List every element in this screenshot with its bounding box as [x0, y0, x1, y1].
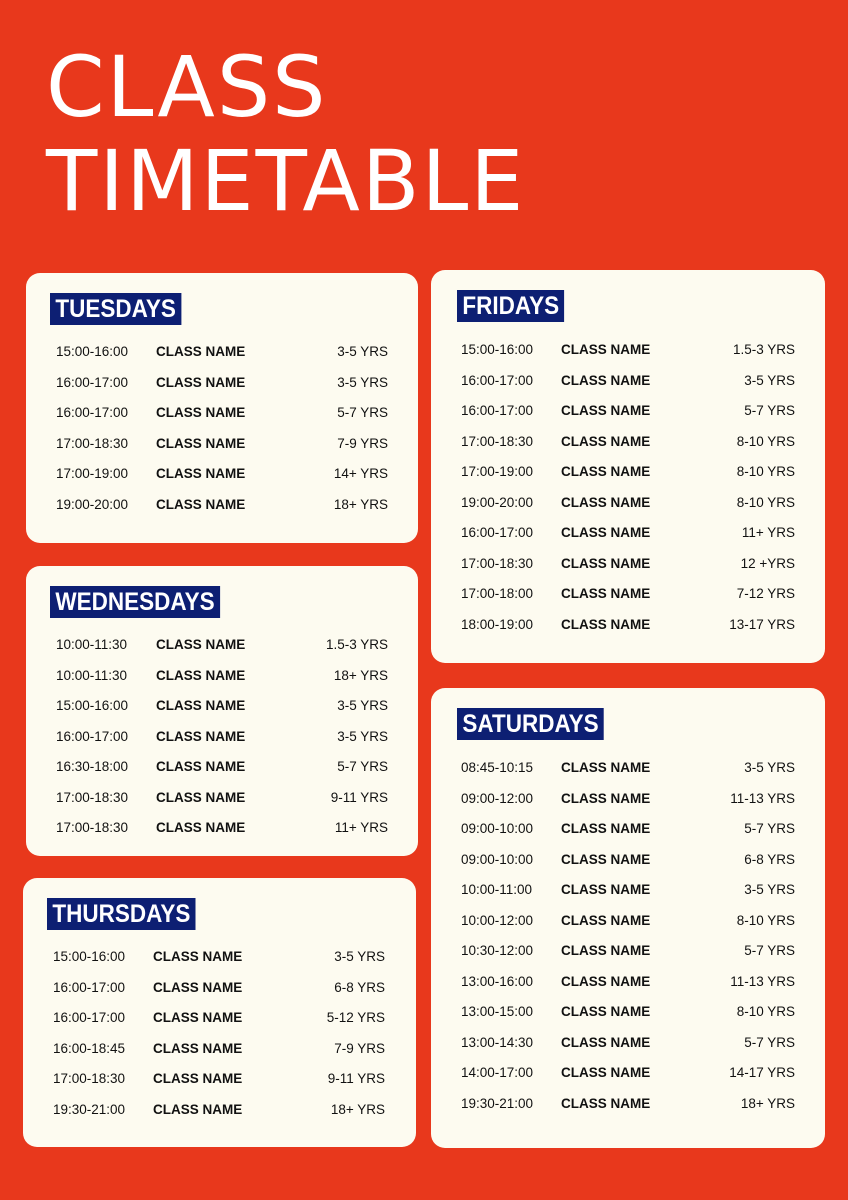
- class-time: 19:00-20:00: [56, 496, 129, 512]
- schedule-row: [461, 913, 795, 944]
- schedule-row: [53, 1010, 385, 1041]
- class-name: CLASS NAME: [156, 344, 246, 359]
- class-name: CLASS NAME: [153, 1040, 243, 1056]
- class-time: 16:00-17:00: [461, 372, 534, 388]
- class-name: CLASS NAME: [561, 851, 651, 867]
- class-name: CLASS NAME: [561, 525, 651, 540]
- class-name: CLASS NAME: [561, 494, 651, 510]
- schedule-row: [461, 974, 795, 1005]
- age-range: 5-7 YRS: [744, 1034, 795, 1050]
- class-time: 17:00-18:30: [53, 1071, 126, 1086]
- class-name: CLASS NAME: [156, 698, 246, 713]
- schedule-row: [56, 637, 388, 668]
- age-range: 1.5-3 YRS: [325, 637, 388, 652]
- class-name: CLASS NAME: [561, 943, 651, 958]
- class-name: CLASS NAME: [156, 789, 246, 805]
- class-name: CLASS NAME: [561, 1034, 651, 1050]
- class-time: 13:00-14:30: [461, 1034, 534, 1050]
- class-time: 17:00-18:30: [461, 433, 534, 449]
- schedule-row: [53, 1102, 385, 1133]
- age-range: 9-11 YRS: [330, 789, 388, 805]
- class-time: 16:00-17:00: [56, 405, 129, 420]
- class-time: 13:00-15:00: [461, 1004, 534, 1019]
- schedule-row: [461, 852, 795, 883]
- age-range: 5-7 YRS: [744, 821, 795, 836]
- schedule-row: [461, 403, 795, 434]
- schedule-row: [56, 497, 388, 528]
- class-time: 10:00-11:30: [56, 667, 128, 683]
- age-range: 11+ YRS: [334, 820, 388, 835]
- age-range: 9-11 YRS: [327, 1071, 385, 1086]
- schedule-row: [56, 466, 388, 497]
- class-time: 17:00-18:30: [461, 555, 534, 571]
- schedule-row: [53, 949, 385, 980]
- class-name: CLASS NAME: [561, 1095, 651, 1111]
- class-name: CLASS NAME: [561, 912, 651, 928]
- age-range: 8-10 YRS: [736, 912, 795, 928]
- age-range: 8-10 YRS: [736, 494, 795, 510]
- age-range: 11+ YRS: [741, 525, 795, 540]
- class-time: 10:00-11:00: [461, 882, 533, 897]
- card-wednesdays: [26, 566, 418, 856]
- schedule-list: [53, 949, 385, 1132]
- age-range: 13-17 YRS: [729, 616, 795, 632]
- class-time: 13:00-16:00: [461, 973, 534, 989]
- class-name: CLASS NAME: [153, 1071, 243, 1086]
- schedule-row: [461, 760, 795, 791]
- schedule-row: [461, 464, 795, 495]
- class-name: CLASS NAME: [561, 616, 651, 632]
- schedule-list: [461, 760, 795, 1126]
- schedule-row: [461, 617, 795, 648]
- age-range: 5-7 YRS: [337, 759, 388, 774]
- class-name: CLASS NAME: [561, 1004, 651, 1019]
- class-time: 09:00-12:00: [461, 790, 534, 806]
- class-name: CLASS NAME: [156, 667, 246, 683]
- class-name: CLASS NAME: [156, 759, 246, 774]
- class-time: 16:00-17:00: [56, 374, 129, 390]
- schedule-row: [461, 525, 795, 556]
- schedule-row: [461, 495, 795, 526]
- schedule-row: [56, 668, 388, 699]
- schedule-list: [56, 344, 388, 527]
- class-name: CLASS NAME: [561, 433, 651, 449]
- class-time: 16:00-17:00: [56, 728, 129, 744]
- schedule-row: [56, 790, 388, 821]
- age-range: 14+ YRS: [333, 466, 388, 481]
- schedule-row: [56, 405, 388, 436]
- schedule-row: [461, 1096, 795, 1127]
- class-name: CLASS NAME: [561, 342, 651, 357]
- age-range: 18+ YRS: [740, 1095, 795, 1111]
- class-time: 09:00-10:00: [461, 821, 534, 836]
- age-range: 3-5 YRS: [337, 374, 388, 390]
- age-range: 1.5-3 YRS: [732, 342, 795, 357]
- class-name: CLASS NAME: [153, 979, 243, 995]
- title-line-2: TIMETABLE: [46, 132, 526, 230]
- schedule-row: [56, 344, 388, 375]
- card-thursdays: [23, 878, 416, 1147]
- class-time: 15:00-16:00: [56, 698, 129, 713]
- age-range: 5-7 YRS: [744, 943, 795, 958]
- class-time: 16:00-18:45: [53, 1040, 126, 1056]
- title-line-1: CLASS: [46, 38, 328, 136]
- schedule-row: [461, 342, 795, 373]
- schedule-row: [461, 1035, 795, 1066]
- age-range: 7-12 YRS: [736, 586, 795, 601]
- class-name: CLASS NAME: [561, 586, 651, 601]
- day-heading-saturdays: SATURDAYS: [457, 708, 604, 740]
- class-name: CLASS NAME: [156, 820, 246, 835]
- schedule-row: [56, 698, 388, 729]
- class-name: CLASS NAME: [561, 464, 651, 479]
- schedule-row: [461, 1004, 795, 1035]
- age-range: 3-5 YRS: [337, 344, 388, 359]
- schedule-row: [53, 1071, 385, 1102]
- class-name: CLASS NAME: [561, 1065, 651, 1080]
- class-name: CLASS NAME: [561, 973, 651, 989]
- class-time: 08:45-10:15: [461, 760, 534, 775]
- age-range: 5-7 YRS: [744, 403, 795, 418]
- age-range: 3-5 YRS: [744, 372, 795, 388]
- schedule-row: [461, 556, 795, 587]
- schedule-row: [56, 729, 388, 760]
- class-name: CLASS NAME: [561, 882, 651, 897]
- class-name: CLASS NAME: [153, 949, 243, 964]
- schedule-list: [461, 342, 795, 647]
- schedule-row: [56, 820, 388, 851]
- schedule-row: [56, 436, 388, 467]
- age-range: 8-10 YRS: [736, 1004, 795, 1019]
- class-name: CLASS NAME: [561, 555, 651, 571]
- day-heading-tuesdays: TUESDAYS: [50, 293, 181, 325]
- class-time: 19:30-21:00: [461, 1095, 534, 1111]
- class-name: CLASS NAME: [156, 728, 246, 744]
- class-time: 19:00-20:00: [461, 494, 534, 510]
- class-time: 15:00-16:00: [461, 342, 534, 357]
- class-time: 16:30-18:00: [56, 759, 129, 774]
- age-range: 8-10 YRS: [736, 464, 795, 479]
- age-range: 11-13 YRS: [730, 790, 795, 806]
- class-time: 16:00-17:00: [461, 403, 534, 418]
- class-name: CLASS NAME: [156, 405, 246, 420]
- class-time: 10:00-11:30: [56, 637, 128, 652]
- class-name: CLASS NAME: [561, 760, 651, 775]
- age-range: 8-10 YRS: [736, 433, 795, 449]
- class-name: CLASS NAME: [156, 466, 246, 481]
- class-time: 16:00-17:00: [461, 525, 534, 540]
- age-range: 5-12 YRS: [326, 1010, 385, 1025]
- class-name: CLASS NAME: [153, 1010, 243, 1025]
- class-name: CLASS NAME: [561, 403, 651, 418]
- page-title: [46, 40, 525, 228]
- age-range: 11-13 YRS: [730, 973, 795, 989]
- class-name: CLASS NAME: [561, 372, 651, 388]
- age-range: 3-5 YRS: [744, 882, 795, 897]
- card-saturdays: [431, 688, 825, 1148]
- class-time: 09:00-10:00: [461, 851, 534, 867]
- schedule-row: [461, 434, 795, 465]
- class-time: 17:00-19:00: [461, 464, 534, 479]
- schedule-row: [461, 821, 795, 852]
- age-range: 18+ YRS: [330, 1101, 385, 1117]
- age-range: 18+ YRS: [333, 667, 388, 683]
- day-heading-thursdays: THURSDAYS: [47, 898, 196, 930]
- age-range: 3-5 YRS: [337, 698, 388, 713]
- class-time: 14:00-17:00: [461, 1065, 534, 1080]
- schedule-row: [53, 1041, 385, 1072]
- card-fridays: [431, 270, 825, 663]
- age-range: 6-8 YRS: [744, 851, 795, 867]
- class-name: CLASS NAME: [156, 637, 246, 652]
- class-time: 18:00-19:00: [461, 616, 534, 632]
- class-name: CLASS NAME: [156, 374, 246, 390]
- schedule-row: [56, 375, 388, 406]
- class-time: 17:00-18:30: [56, 789, 129, 805]
- schedule-row: [461, 586, 795, 617]
- schedule-row: [461, 373, 795, 404]
- age-range: 3-5 YRS: [337, 728, 388, 744]
- schedule-row: [461, 943, 795, 974]
- class-name: CLASS NAME: [156, 496, 246, 512]
- schedule-row: [461, 882, 795, 913]
- age-range: 3-5 YRS: [744, 760, 795, 775]
- class-name: CLASS NAME: [156, 435, 246, 451]
- class-name: CLASS NAME: [561, 821, 651, 836]
- schedule-row: [461, 791, 795, 822]
- age-range: 7-9 YRS: [334, 1040, 385, 1056]
- day-heading-wednesdays: WEDNESDAYS: [50, 586, 220, 618]
- class-name: CLASS NAME: [561, 790, 651, 806]
- class-time: 10:00-12:00: [461, 912, 534, 928]
- age-range: 12 +YRS: [740, 555, 795, 571]
- class-time: 16:00-17:00: [53, 979, 126, 995]
- class-time: 16:00-17:00: [53, 1010, 126, 1025]
- age-range: 6-8 YRS: [334, 979, 385, 995]
- schedule-row: [56, 759, 388, 790]
- class-time: 17:00-18:30: [56, 820, 129, 835]
- age-range: 7-9 YRS: [337, 435, 388, 451]
- age-range: 5-7 YRS: [337, 405, 388, 420]
- class-time: 10:30-12:00: [461, 943, 534, 958]
- card-tuesdays: [26, 273, 418, 543]
- class-time: 17:00-18:30: [56, 435, 129, 451]
- age-range: 14-17 YRS: [729, 1065, 795, 1080]
- schedule-list: [56, 637, 388, 851]
- age-range: 18+ YRS: [333, 496, 388, 512]
- schedule-row: [461, 1065, 795, 1096]
- class-time: 19:30-21:00: [53, 1101, 126, 1117]
- class-name: CLASS NAME: [153, 1101, 243, 1117]
- schedule-row: [53, 980, 385, 1011]
- class-time: 17:00-18:00: [461, 586, 534, 601]
- class-time: 17:00-19:00: [56, 466, 129, 481]
- class-time: 15:00-16:00: [53, 949, 126, 964]
- age-range: 3-5 YRS: [334, 949, 385, 964]
- class-time: 15:00-16:00: [56, 344, 129, 359]
- day-heading-fridays: FRIDAYS: [457, 290, 564, 322]
